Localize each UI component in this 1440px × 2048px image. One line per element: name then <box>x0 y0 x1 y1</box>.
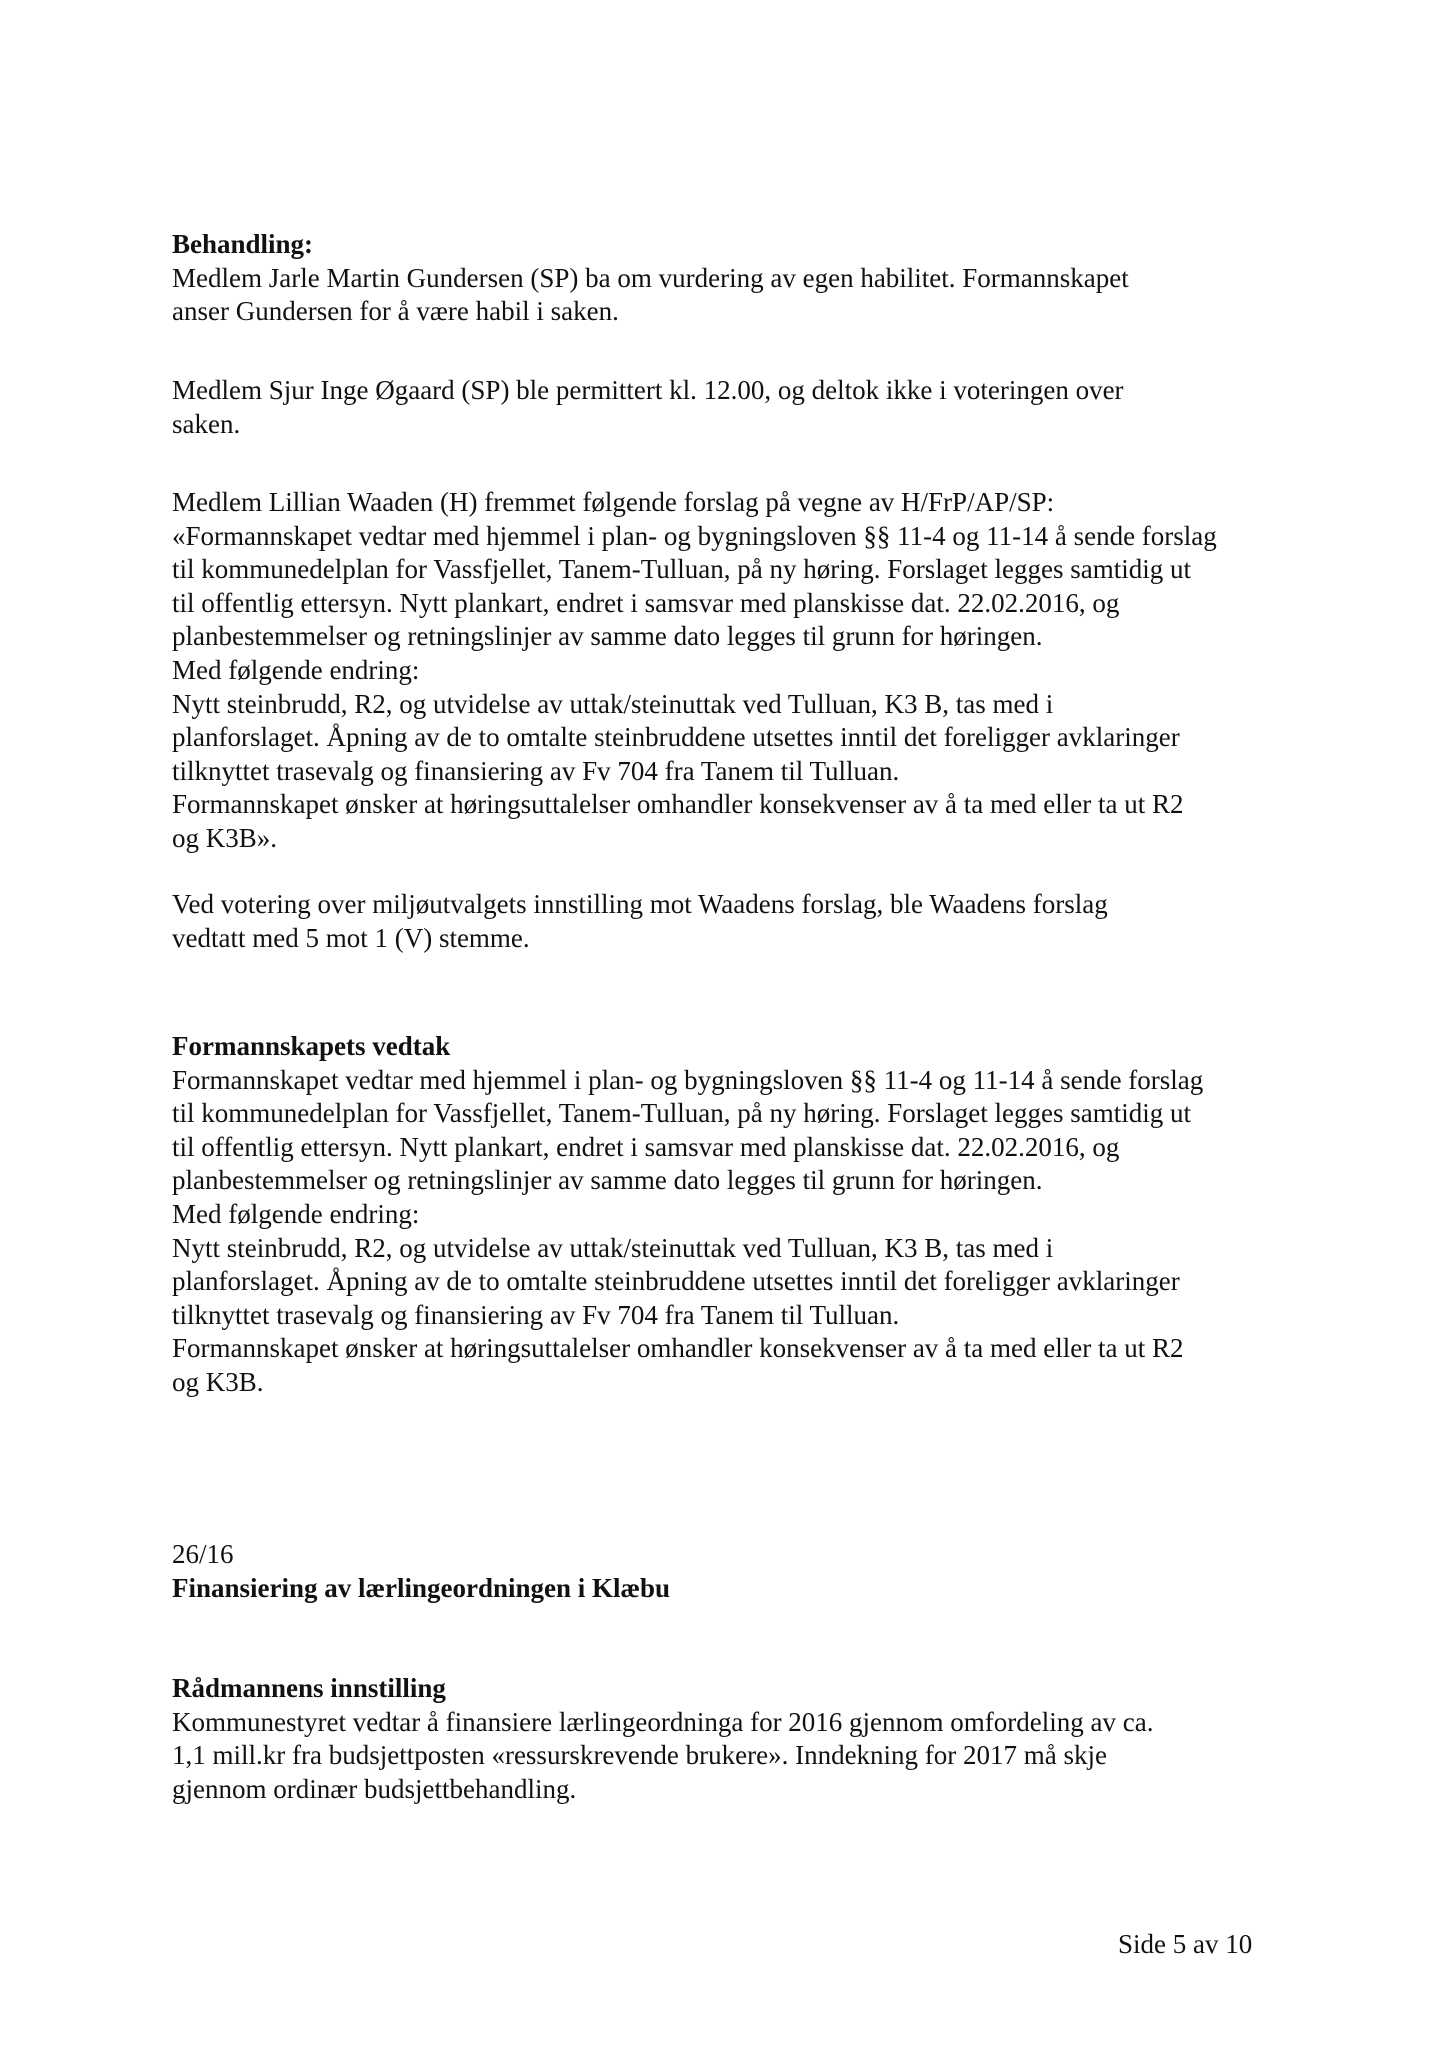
vedtak-section <box>172 1030 1282 1400</box>
text-line: Med følgende endring: <box>172 654 420 685</box>
page-number: Side 5 av 10 <box>1118 1929 1253 1959</box>
text-line: Medlem Sjur Inge Øgaard (SP) ble permittert kl. 12.00, og deltok ikke i voteringen over <box>172 375 1124 405</box>
text-line: til offentlig ettersyn. Nytt plankart, endret i samsvar med planskisse dat. 22.02.2016, og <box>172 587 1120 618</box>
text-line: Med følgende endring: <box>172 1198 420 1229</box>
text-line: til kommunedelplan for Vassfjellet, Tanem-Tulluan, på ny høring. Forslaget legges samtidig ut <box>172 1098 1191 1129</box>
behandling-section <box>172 228 1282 329</box>
text-line: vedtatt med 5 mot 1 (V) stemme. <box>172 922 530 953</box>
text-line: Formannskapet ønsker at høringsuttalelser omhandler konsekvenser av å ta med eller ta ut R2 <box>172 789 1184 820</box>
text-line: og K3B. <box>172 1366 264 1397</box>
text-line: og K3B». <box>172 822 278 853</box>
text-line: planforslaget. Åpning av de to omtalte steinbruddene utsettes inntil det foreligger avklaringer <box>172 1266 1180 1297</box>
text-line: Medlem Lillian Waaden (H) fremmet følgende forslag på vegne av H/FrP/AP/SP: <box>172 487 1055 517</box>
behandling-heading: Behandling: <box>172 229 314 259</box>
text-line: planbestemmelser og retningslinjer av samme dato legges til grunn for høringen. <box>172 621 1043 652</box>
sak-header <box>172 1538 1282 1605</box>
text-line: tilknyttet trasevalg og finansiering av Fv 704 fra Tanem til Tulluan. <box>172 755 900 786</box>
innstilling-heading: Rådmannens innstilling <box>172 1673 446 1703</box>
text-line: Nytt steinbrudd, R2, og utvidelse av uttak/steinuttak ved Tulluan, K3 B, tas med i <box>172 688 1054 719</box>
text-line: Kommunestyret vedtar å finansiere lærlingeordninga for 2016 gjennom omfordeling av ca. <box>172 1706 1154 1737</box>
text-line: 1,1 mill.kr fra budsjettposten «ressurskrevende brukere». Inndekning for 2017 må skje <box>172 1740 1108 1771</box>
permittert-paragraph <box>172 374 1282 441</box>
text-line: saken. <box>172 408 241 439</box>
text-line: tilknyttet trasevalg og finansiering av Fv 704 fra Tanem til Tulluan. <box>172 1299 900 1330</box>
votering-paragraph <box>172 888 1282 955</box>
text-line: til kommunedelplan for Vassfjellet, Tanem-Tulluan, på ny høring. Forslaget legges samtidig ut <box>172 554 1191 585</box>
text-line: Nytt steinbrudd, R2, og utvidelse av uttak/steinuttak ved Tulluan, K3 B, tas med i <box>172 1232 1054 1263</box>
text-line: Formannskapet ønsker at høringsuttalelser omhandler konsekvenser av å ta med eller ta ut R2 <box>172 1333 1184 1364</box>
forslag-paragraph <box>172 486 1282 856</box>
innstilling-section <box>172 1672 1282 1806</box>
sak-number: 26/16 <box>172 1539 234 1569</box>
text-line: planbestemmelser og retningslinjer av samme dato legges til grunn for høringen. <box>172 1165 1043 1196</box>
text-line: «Formannskapet vedtar med hjemmel i plan- og bygningsloven §§ 11-4 og 11-14 å sende forslag <box>172 520 1217 551</box>
text-line: til offentlig ettersyn. Nytt plankart, endret i samsvar med planskisse dat. 22.02.2016, og <box>172 1131 1120 1162</box>
sak-title: Finansiering av lærlingeordningen i Klæbu <box>172 1572 671 1603</box>
vedtak-heading: Formannskapets vedtak <box>172 1031 451 1061</box>
text-line: Ved votering over miljøutvalgets innstilling mot Waadens forslag, ble Waadens forslag <box>172 889 1108 919</box>
text-line: planforslaget. Åpning av de to omtalte steinbruddene utsettes inntil det foreligger avklaringer <box>172 722 1180 753</box>
text-line: Medlem Jarle Martin Gundersen (SP) ba om vurdering av egen habilitet. Formannskapet <box>172 262 1129 293</box>
text-line: gjennom ordinær budsjettbehandling. <box>172 1773 577 1804</box>
text-line: Formannskapet vedtar med hjemmel i plan- og bygningsloven §§ 11-4 og 11-14 å sende forslag <box>172 1064 1204 1095</box>
text-line: anser Gundersen for å være habil i saken. <box>172 296 619 327</box>
